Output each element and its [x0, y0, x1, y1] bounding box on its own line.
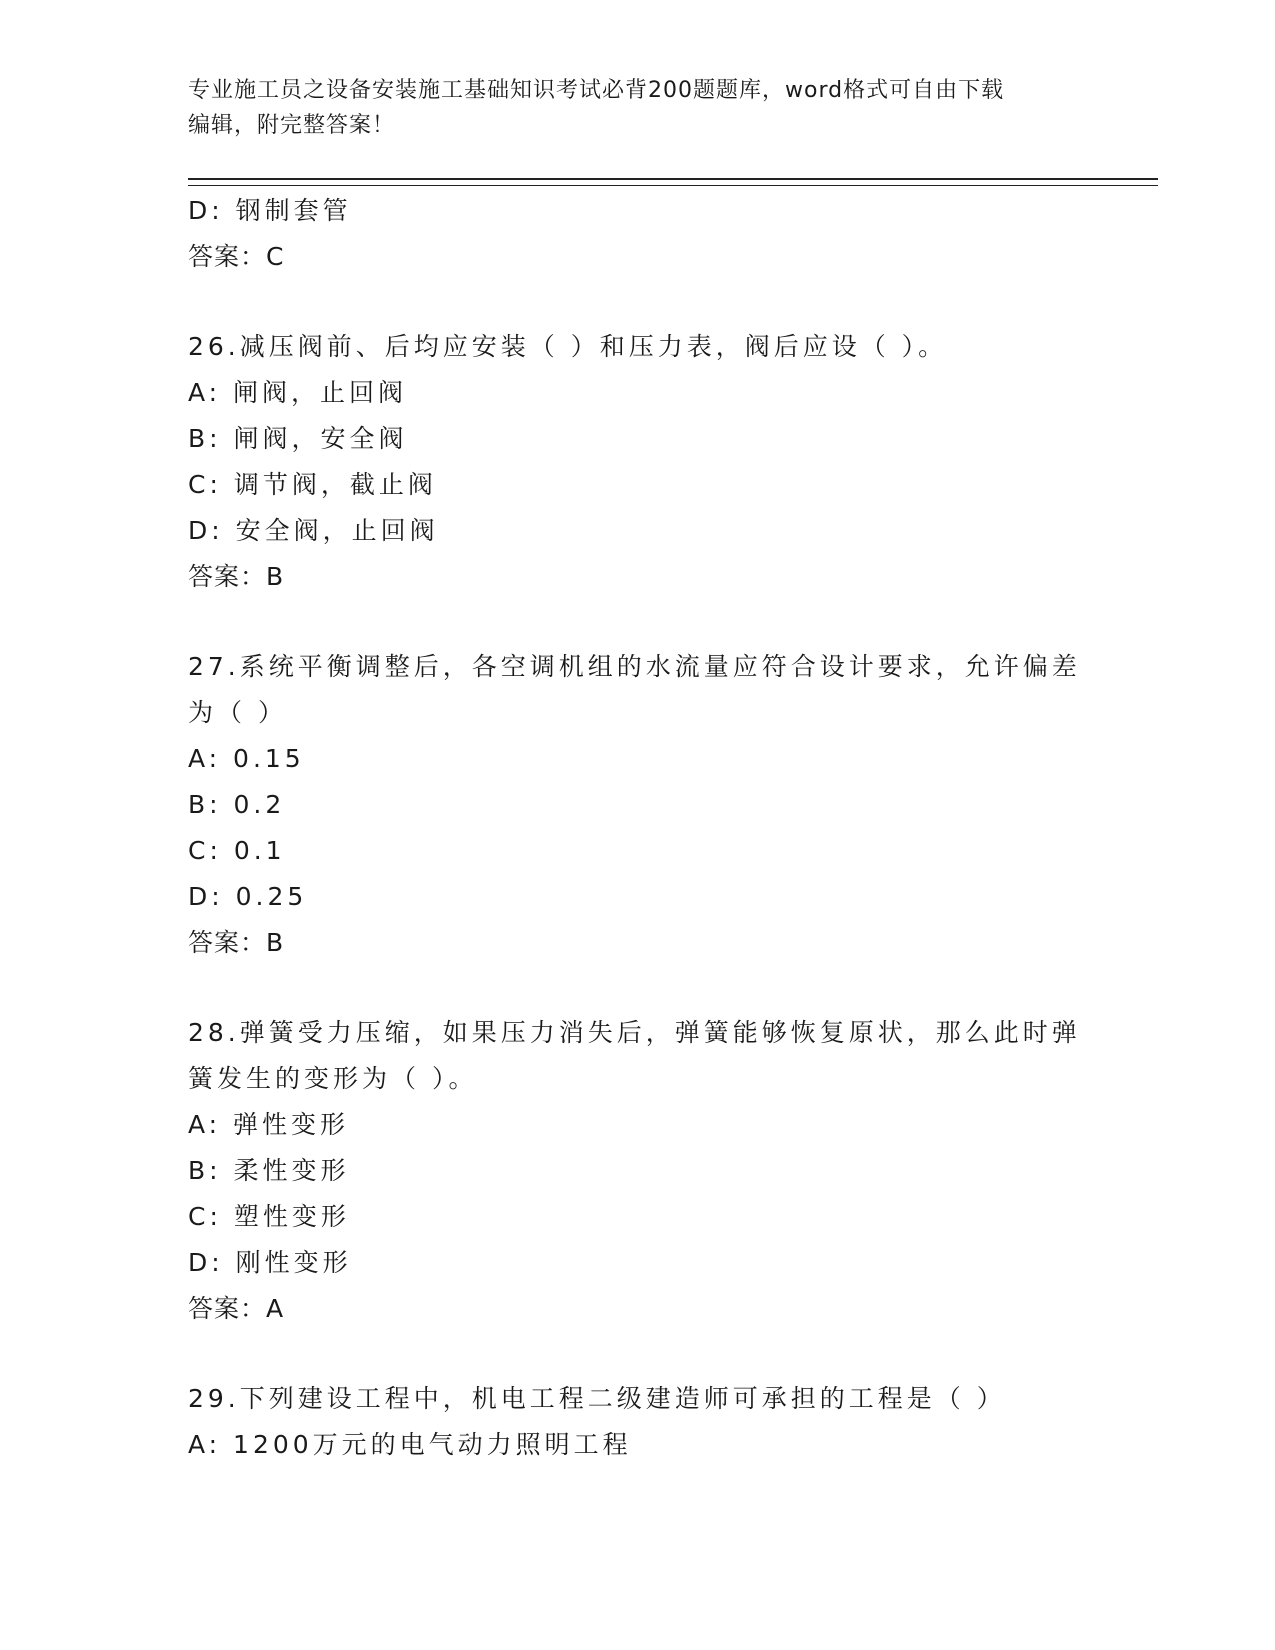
option-a: A: 0.15 — [188, 744, 305, 773]
header-line-2: 编辑，附完整答案！ — [188, 113, 396, 138]
spacer — [188, 280, 1088, 324]
answer-line: 答案：B — [188, 928, 285, 957]
answer-line: 答案：A — [188, 1294, 285, 1323]
option-d: D: 0.25 — [188, 882, 308, 911]
option-d: D: 刚性变形 — [188, 1248, 352, 1277]
option-a: A: 1200万元的电气动力照明工程 — [188, 1430, 632, 1459]
option-b: B: 闸阀，安全阀 — [188, 424, 408, 453]
spacer — [188, 600, 1088, 644]
question-text: 26.减压阀前、后均应安装（ ）和压力表，阀后应设（ ）。 — [188, 332, 948, 361]
option-d: D: 钢制套管 — [188, 196, 352, 225]
header-line-1: 专业施工员之设备安装施工基础知识考试必背200题题库，word格式可自由下载 — [188, 78, 1005, 103]
option-d: D: 安全阀，止回阀 — [188, 516, 439, 545]
question-text: 28.弹簧受力压缩，如果压力消失后，弹簧能够恢复原状，那么此时弹 — [188, 1018, 1081, 1047]
question-28 — [188, 1010, 1088, 1332]
option-a: A: 弹性变形 — [188, 1110, 350, 1139]
option-b: B: 0.2 — [188, 790, 286, 819]
option-a: A: 闸阀，止回阀 — [188, 378, 408, 407]
question-26 — [188, 324, 1088, 600]
answer-line: 答案：B — [188, 562, 285, 591]
option-c: C: 塑性变形 — [188, 1202, 350, 1231]
previous-question-tail — [188, 188, 1088, 280]
question-list — [188, 188, 1088, 1468]
question-27 — [188, 644, 1088, 966]
answer-line: 答案：C — [188, 242, 285, 271]
question-29 — [188, 1376, 1088, 1468]
document-header — [188, 73, 1068, 143]
question-text-continued: 为（ ） — [188, 698, 287, 727]
question-text: 29.下列建设工程中，机电工程二级建造师可承担的工程是（ ） — [188, 1384, 1006, 1413]
spacer — [188, 966, 1088, 1010]
header-divider — [188, 178, 1158, 186]
option-c: C: 调节阀，截止阀 — [188, 470, 437, 499]
question-text-continued: 簧发生的变形为（ ）。 — [188, 1064, 478, 1093]
question-text: 27.系统平衡调整后，各空调机组的水流量应符合设计要求，允许偏差 — [188, 652, 1081, 681]
option-b: B: 柔性变形 — [188, 1156, 350, 1185]
option-c: C: 0.1 — [188, 836, 286, 865]
spacer — [188, 1332, 1088, 1376]
